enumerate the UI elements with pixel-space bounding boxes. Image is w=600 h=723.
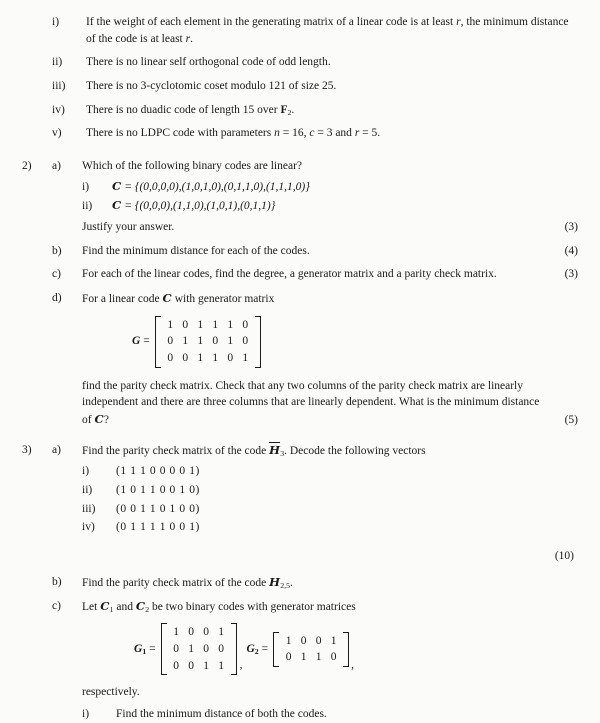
item-text: There is no 3-cyclotomic coset modulo 121 of size 25. <box>86 80 337 93</box>
matrix-rows <box>161 316 255 368</box>
part-text-suffix: be two binary codes with generator matrices <box>149 600 356 613</box>
item-text <box>86 14 578 47</box>
matrix-cell: 0 <box>167 335 174 348</box>
matrix-cell: 1 <box>197 318 204 331</box>
matrix-row <box>163 350 253 367</box>
item-text: There is no linear self orthogonal code of odd length. <box>86 56 331 69</box>
math-script-H-sub: 2,5 <box>280 581 290 591</box>
matrix-cell: 1 <box>315 651 322 664</box>
matrix-cell: 1 <box>197 335 204 348</box>
math-val-r: = 5. <box>359 127 381 140</box>
item-text-a: If the weight of each element in the generating matrix of a linear code is at least <box>86 16 457 28</box>
matrix-cell: 1 <box>197 352 204 365</box>
question-2 <box>22 158 578 429</box>
part-text <box>82 574 578 592</box>
item-text-c: . <box>190 32 193 45</box>
q2-part-d <box>22 290 578 308</box>
matrix-cell: 0 <box>173 643 179 656</box>
list-item <box>22 125 578 142</box>
vector-line <box>82 501 578 518</box>
vector-value: (1 0 1 1 0 0 1 0) <box>116 484 200 497</box>
sub-item-label: i) <box>82 465 90 478</box>
sub-item-line <box>82 706 578 723</box>
part-text-suffix: with generator matrix <box>171 293 275 306</box>
matrix-cell: 0 <box>227 352 234 365</box>
matrix-row <box>169 658 229 675</box>
part-text: For each of the linear codes, find the degree, a generator matrix and a parity check matrix. <box>82 268 497 281</box>
item-text <box>86 102 578 119</box>
matrix-cell: 0 <box>203 643 209 656</box>
marks-allocation: (4) <box>564 244 578 257</box>
list-item <box>22 14 578 47</box>
matrix-G <box>155 316 261 368</box>
sub-item-label: ii) <box>82 200 93 213</box>
matrix-cell: 0 <box>188 626 194 639</box>
vector-line <box>82 463 578 480</box>
math-script-C2-sub: 2 <box>145 604 150 614</box>
q3-c-matrix-row <box>22 623 578 675</box>
matrix-cell: 0 <box>188 659 194 672</box>
matrix-label-G2 <box>246 641 273 658</box>
matrix-name: G <box>132 335 141 348</box>
q3-c-sub-item-i <box>22 706 578 723</box>
math-var-r: r <box>456 16 461 28</box>
sub-item-label: i) <box>82 180 90 193</box>
bracket-right <box>231 623 237 675</box>
item-label: iv) <box>52 103 65 116</box>
q3-part-a <box>22 442 578 460</box>
math-script-C2: C <box>135 598 146 613</box>
matrix-cell: 1 <box>182 335 189 348</box>
question-number: 3) <box>22 443 32 456</box>
part-text-mid: and <box>113 600 136 613</box>
q2-a-set-ii <box>22 197 578 215</box>
part-label: b) <box>52 244 62 257</box>
matrix-row <box>169 641 229 658</box>
math-script-C: C <box>112 198 122 213</box>
q2-a-justify <box>22 219 578 236</box>
sub-item-label: iv) <box>82 521 95 534</box>
matrix-rows <box>279 632 343 667</box>
set-definition: = {(0,0,0),(1,1,0),(1,0,1),(0,1,1)} <box>121 200 276 213</box>
q2-part-b <box>22 243 578 260</box>
matrix-cell: 0 <box>212 335 219 348</box>
part-label: b) <box>52 576 62 589</box>
set-definition: = {(0,0,0,0),(1,0,1,0),(0,1,1,0),(1,1,1,0)} <box>121 180 310 193</box>
item-text <box>86 125 578 142</box>
math-field-F: F <box>280 103 288 116</box>
matrix-row <box>281 633 341 650</box>
q2-d-matrix-row <box>22 316 578 368</box>
equals-sign: = <box>149 643 156 656</box>
set-line <box>82 197 578 215</box>
vector-value: (0 0 1 1 0 1 0 0) <box>116 502 200 515</box>
part-text <box>82 290 578 308</box>
marks-allocation: (3) <box>564 268 578 281</box>
item-text-prefix: There is no duadic code of length 15 over <box>86 103 281 116</box>
set-line <box>82 178 578 196</box>
part-text: Which of the following binary codes are linear? <box>82 160 303 173</box>
item-text-prefix: There is no LDPC code with parameters <box>86 127 275 140</box>
matrix-cell: 0 <box>203 626 209 639</box>
math-var-r: r <box>185 32 191 45</box>
matrix-row <box>163 317 253 334</box>
matrix-cell: 0 <box>182 318 189 331</box>
part-label: a) <box>52 443 61 456</box>
part-text: Find the minimum distance for each of the codes. <box>82 244 310 257</box>
marks-allocation: (5) <box>564 414 578 427</box>
matrix-cell: 1 <box>227 335 234 348</box>
matrix-cell: 1 <box>330 634 337 647</box>
matrix-cell: 1 <box>227 318 234 331</box>
justify-text: Justify your answer. <box>82 221 175 234</box>
q2-part-c <box>22 266 578 283</box>
matrix-cell: 1 <box>300 651 307 664</box>
bracket-right <box>255 316 261 368</box>
q3-part-c <box>22 598 578 616</box>
matrix-cell: 1 <box>188 643 194 656</box>
sub-item-text: Find the minimum distance of both the codes. <box>116 708 327 721</box>
math-script-H-sub: 3 <box>280 448 285 458</box>
matrix-name-sub: 1 <box>142 647 147 657</box>
q2-d-continuation <box>22 378 578 429</box>
item-text-b: , the minimum distance of the code is at least <box>86 16 569 45</box>
equals-sign: = <box>143 335 150 348</box>
list-item <box>22 54 578 71</box>
list-item <box>22 78 578 95</box>
matrix-label-G <box>132 333 155 350</box>
continuation-text-1: find the parity check matrix. Check that any two columns of the parity check matrix are linearly independent and there are three columns that are linearly dependent. What is the minimum distance of <box>82 379 540 427</box>
matrix-row <box>169 624 229 641</box>
part-text <box>82 442 578 460</box>
math-var-n: n <box>274 127 280 140</box>
matrix-row <box>281 649 341 666</box>
math-var-r: r <box>354 127 360 140</box>
matrix-cell: 0 <box>242 318 249 331</box>
part-text <box>82 598 578 616</box>
bracket-right <box>343 632 349 667</box>
equals-sign: = <box>261 643 269 656</box>
matrix-cell: 1 <box>242 352 249 365</box>
q2-part-a <box>22 158 578 175</box>
q2-a-set-i <box>22 178 578 196</box>
math-field-sub: 2 <box>287 107 292 117</box>
math-script-H: H <box>269 575 281 590</box>
sub-item-label: iii) <box>82 502 96 515</box>
matrix-cell: 0 <box>218 643 224 656</box>
item-label: ii) <box>52 56 63 69</box>
list-item <box>22 102 578 119</box>
sub-item-label: i) <box>82 708 90 721</box>
part-text-suffix: . Decode the following vectors <box>284 444 426 457</box>
part-text-prefix: Find the parity check matrix of the code <box>82 577 270 590</box>
part-label: c) <box>52 268 61 281</box>
part-text-prefix: Let <box>82 600 101 613</box>
part-text-prefix: Find the parity check matrix of the code <box>82 444 270 457</box>
item-text-suffix: . <box>291 103 295 116</box>
vector-value: (0 1 1 1 1 0 0 1) <box>116 521 200 534</box>
continuation-text-2: ? <box>103 414 109 427</box>
matrix-row <box>163 333 253 350</box>
matrix-cell: 1 <box>212 352 219 365</box>
item-label: i) <box>52 16 60 28</box>
math-script-C: C <box>94 412 104 427</box>
sub-item-label: ii) <box>82 484 93 497</box>
math-script-C1-sub: 1 <box>109 604 114 614</box>
math-val-c: = 3 and <box>314 127 355 140</box>
part-text-suffix: . <box>289 577 293 590</box>
matrix-trailer: , <box>351 658 354 671</box>
matrix-cell: 0 <box>285 651 292 664</box>
matrix-cell: 1 <box>218 626 224 639</box>
matrix-cell: 1 <box>212 318 219 331</box>
vector-line <box>82 482 578 499</box>
part-text <box>82 378 544 429</box>
matrix-G2 <box>273 632 349 667</box>
q3-part-b <box>22 574 578 592</box>
part-label: a) <box>52 160 61 173</box>
matrix-label-G1 <box>134 641 161 658</box>
math-script-C: C <box>162 291 172 306</box>
matrix-name-sub: 2 <box>254 647 259 657</box>
matrix-cell: 1 <box>167 318 174 331</box>
part-text-prefix: For a linear code <box>82 293 163 306</box>
matrix-cell: 0 <box>167 352 174 365</box>
matrix-separator: , <box>239 658 243 671</box>
marks-allocation: (3) <box>564 221 578 234</box>
math-script-H: H <box>269 442 281 457</box>
math-val-n: = 16, <box>279 127 310 140</box>
matrix-cell: 0 <box>300 634 307 647</box>
item-label: v) <box>52 127 62 140</box>
q3-a-vector-iii <box>22 501 578 518</box>
part-label: d) <box>52 292 62 305</box>
matrix-cell: 0 <box>173 659 179 672</box>
math-var-c: c <box>309 127 315 140</box>
matrix-cell: 0 <box>330 651 337 664</box>
vector-line <box>82 519 578 536</box>
q3-c-respectively <box>22 684 578 701</box>
matrix-name: G <box>246 643 255 656</box>
matrix-cell: 1 <box>173 626 179 639</box>
marks-allocation: (10) <box>554 550 574 563</box>
item-label: iii) <box>52 80 66 93</box>
math-script-C: C <box>112 178 122 193</box>
matrix-container <box>82 316 578 368</box>
respectively-text: respectively. <box>82 686 140 699</box>
matrix-name: G <box>134 643 143 656</box>
q3-a-vector-i <box>22 463 578 480</box>
matrix-cell: 1 <box>218 659 224 672</box>
matrix-container <box>82 623 578 675</box>
matrix-cell: 0 <box>242 335 249 348</box>
question-number: 2) <box>22 160 32 173</box>
q3-a-vector-ii <box>22 482 578 499</box>
matrix-cell: 1 <box>203 659 209 672</box>
matrix-cell: 0 <box>315 634 322 647</box>
q1-item-list <box>22 14 578 142</box>
matrix-G1 <box>161 623 237 675</box>
matrix-cell: 0 <box>182 352 189 365</box>
vector-value: (1 1 1 0 0 0 0 1) <box>116 465 200 478</box>
math-script-C1: C <box>100 598 110 613</box>
question-3 <box>22 442 578 723</box>
matrix-cell: 1 <box>285 634 292 647</box>
matrix-rows <box>167 623 231 675</box>
q3-a-vector-iv <box>22 519 578 536</box>
part-label: c) <box>52 599 61 612</box>
